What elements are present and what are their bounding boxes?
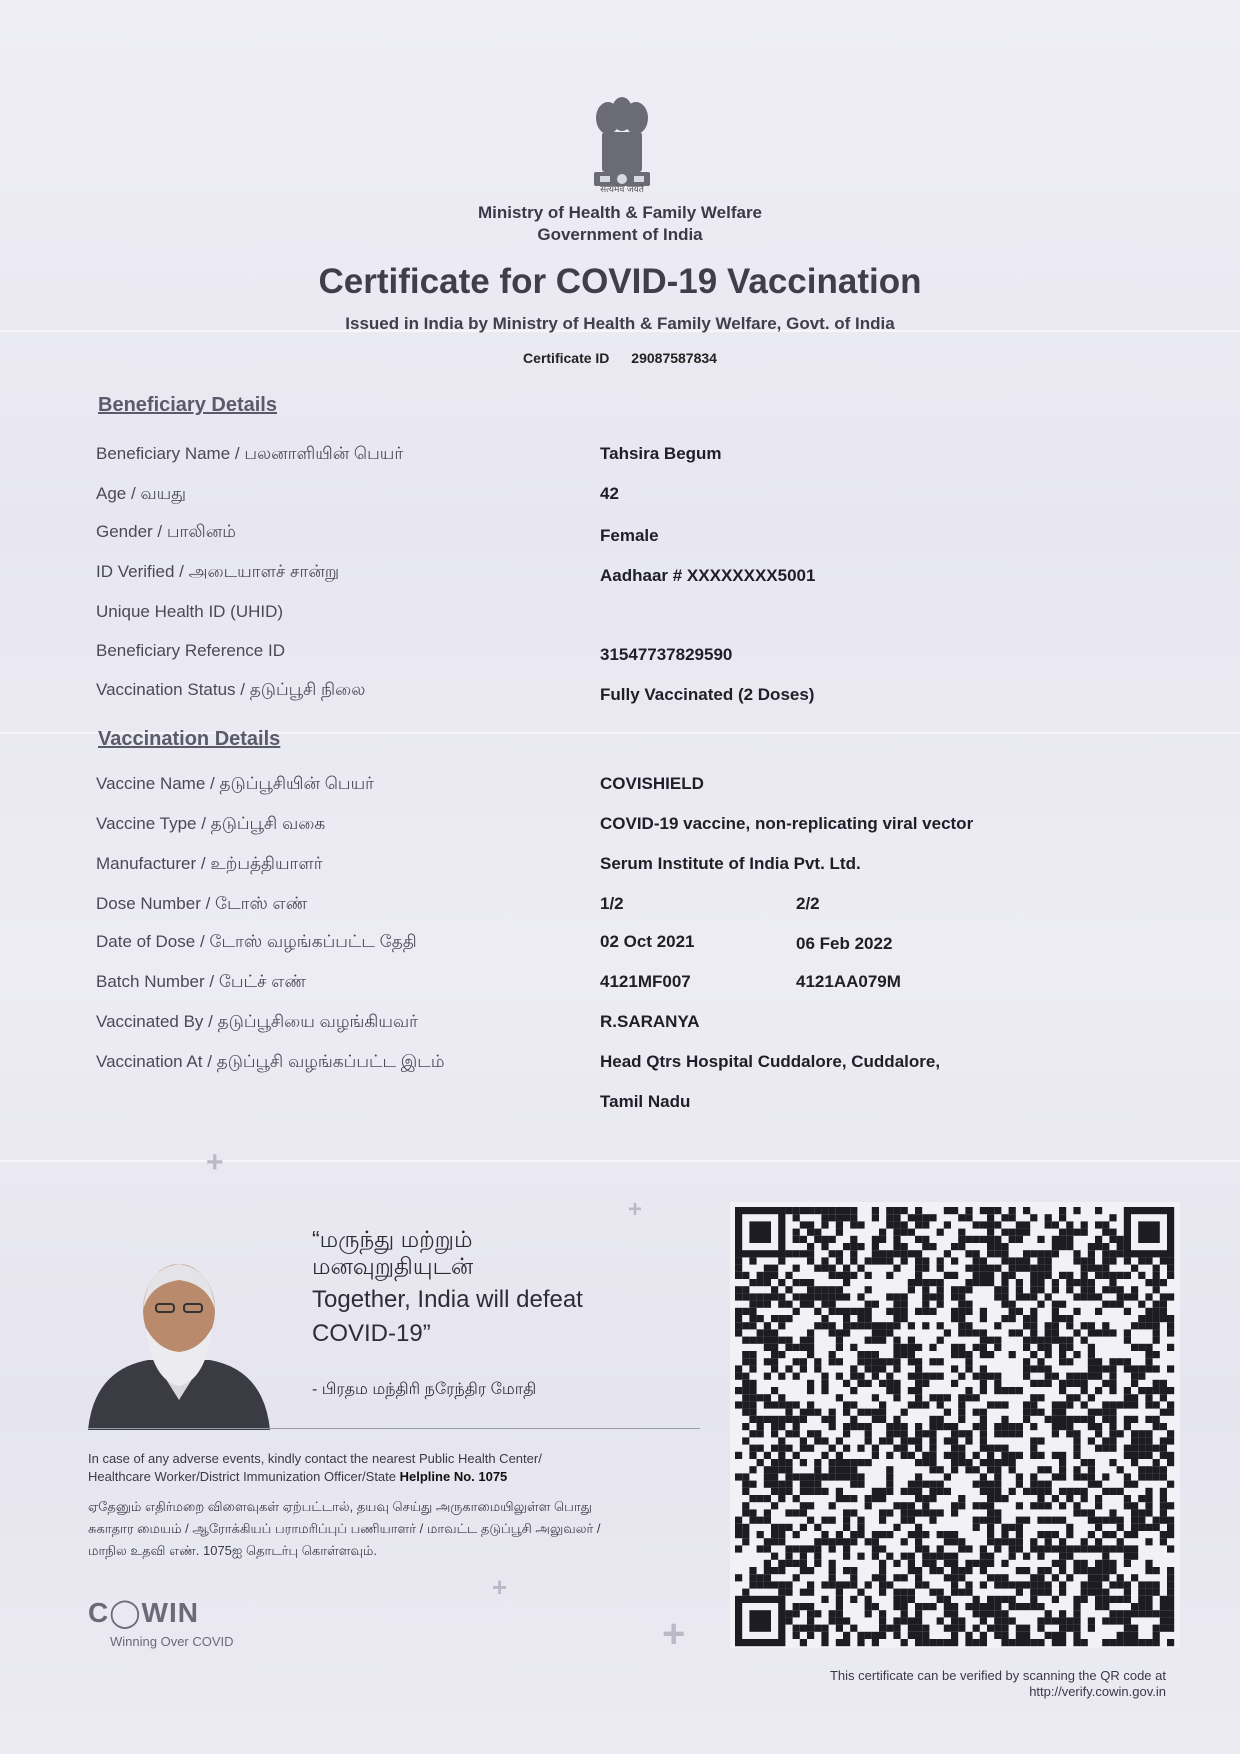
adverse-ta-line: மாநில உதவி எண். 1075ஐ தொடர்பு கொள்ளவும். — [88, 1543, 377, 1558]
field-label: Batch Number / பேட்ச் எண் — [96, 972, 307, 991]
field-value: Serum Institute of India Pvt. Ltd. — [600, 854, 861, 873]
beneficiary-row — [96, 444, 1096, 474]
adverse-en-line: In case of any adverse events, kindly contact the nearest Public Health Center/ — [88, 1451, 542, 1466]
decorative-plus: + — [662, 1612, 686, 1656]
ministry-line: Ministry of Health & Family Welfare — [477, 203, 763, 222]
dose2-value: 2/2 — [796, 894, 820, 913]
field-label: Beneficiary Name / பலனாளியின் பெயர் — [96, 444, 404, 463]
certificate-title: Certificate for COVID-19 Vaccination — [318, 262, 922, 301]
qr-code-icon — [730, 1202, 1180, 1648]
field-label: Beneficiary Reference ID — [96, 641, 285, 660]
certificate-id-label: Certificate ID — [523, 350, 610, 366]
beneficiary-row — [96, 680, 1096, 710]
quote-english-line1: Together, India will defeat — [312, 1286, 583, 1313]
footer-divider — [88, 1428, 700, 1429]
beneficiary-row — [96, 562, 1096, 592]
decorative-plus: + — [206, 1146, 224, 1179]
vaccination-row — [96, 774, 1096, 804]
field-label: Manufacturer / உற்பத்தியாளர் — [96, 854, 323, 873]
field-value-line2: Tamil Nadu — [600, 1092, 691, 1111]
helpline-number: Helpline No. 1075 — [399, 1469, 508, 1484]
field-value: Fully Vaccinated (2 Doses) — [600, 685, 815, 704]
field-value: Head Qtrs Hospital Cuddalore, Cuddalore, — [600, 1052, 941, 1071]
verification-note — [700, 1668, 1166, 1700]
certificate-subtitle: Issued in India by Ministry of Health & Family Welfare, Govt. of India — [345, 314, 895, 333]
field-label: Vaccination At / தடுப்பூசி வழங்கப்பட்ட இடம் — [96, 1052, 445, 1071]
vaccination-row — [96, 814, 1096, 844]
adverse-events-tamil — [88, 1496, 708, 1562]
beneficiary-row — [96, 641, 1096, 671]
adverse-en-text: Healthcare Worker/District Immunization Officer/State — [88, 1469, 397, 1484]
quote-tamil-line2: மனவுறுதியுடன் — [312, 1253, 474, 1279]
verify-url: http://verify.cowin.gov.in — [1029, 1684, 1166, 1699]
decorative-plus: + — [628, 1196, 643, 1223]
field-value: 31547737829590 — [600, 645, 733, 664]
vaccination-row — [96, 1052, 1096, 1122]
ministry-name — [400, 202, 840, 246]
certificate-id — [460, 350, 780, 366]
field-value: Aadhaar # XXXXXXXX5001 — [600, 566, 816, 585]
field-label: ID Verified / அடையாளச் சான்று — [96, 562, 340, 581]
dose2-date: 06 Feb 2022 — [796, 934, 893, 953]
vaccination-row — [96, 932, 1096, 962]
beneficiary-row — [96, 522, 1096, 552]
field-label: Date of Dose / டோஸ் வழங்கப்பட்ட தேதி — [96, 932, 417, 951]
field-label: Vaccine Type / தடுப்பூசி வகை — [96, 814, 326, 833]
field-value: 42 — [600, 484, 619, 503]
prime-minister-portrait — [88, 1250, 270, 1430]
adverse-events-english — [88, 1450, 708, 1486]
vaccination-row — [96, 894, 1096, 924]
field-label: Vaccination Status / தடுப்பூசி நிலை — [96, 680, 366, 699]
dose1-value: 1/2 — [600, 894, 624, 913]
field-label: Vaccine Name / தடுப்பூசியின் பெயர் — [96, 774, 375, 793]
paper-fold — [0, 1160, 1240, 1162]
dose2-batch: 4121AA079M — [796, 972, 901, 991]
decorative-plus: + — [492, 1572, 508, 1602]
vaccination-row — [96, 1012, 1096, 1042]
dose1-batch: 4121MF007 — [600, 972, 691, 991]
dose1-date: 02 Oct 2021 — [600, 932, 695, 951]
verify-text: This certificate can be verified by scanning the QR code at — [829, 1668, 1166, 1683]
adverse-ta-line: ஏதேனும் எதிர்மறை விளைவுகள் ஏற்பட்டால், தயவு செய்து அருகாமையிலுள்ள பொது — [88, 1499, 592, 1514]
adverse-ta-line: சுகாதார மையம் / ஆரோக்கியப் பராமரிப்புப் பணியாளர் / மாவட்ட தடுப்பூசி அலுவலர் / — [88, 1521, 601, 1536]
field-label: Vaccinated By / தடுப்பூசியை வழங்கியவர் — [96, 1012, 419, 1031]
certificate-id-value: 29087587834 — [631, 350, 717, 366]
field-value: COVID-19 vaccine, non-replicating viral vector — [600, 814, 974, 833]
pm-quote — [312, 1226, 712, 1350]
beneficiary-section-title: Beneficiary Details — [98, 394, 277, 416]
field-value: Tahsira Begum — [600, 444, 722, 463]
emblem-caption: सत्यमेव जयते — [600, 184, 644, 194]
field-value: Female — [600, 526, 659, 545]
field-value: R.SARANYA — [600, 1012, 700, 1031]
government-line: Government of India — [537, 225, 703, 244]
quote-attribution: - பிரதம மந்திரி நரேந்திர மோதி — [312, 1381, 537, 1398]
adverse-en-line — [88, 1468, 708, 1486]
vaccination-row — [96, 854, 1096, 884]
field-label: Dose Number / டோஸ் எண் — [96, 894, 308, 913]
field-label: Unique Health ID (UHID) — [96, 602, 284, 621]
cowin-tagline: Winning Over COVID — [110, 1634, 234, 1649]
quote-tamil-line1: “மருந்து மற்றும் — [312, 1226, 473, 1252]
field-value: COVISHIELD — [600, 774, 704, 793]
field-label: Age / வயது — [96, 484, 187, 503]
vaccination-row — [96, 972, 1096, 1002]
beneficiary-row — [96, 484, 1096, 514]
beneficiary-row — [96, 602, 1096, 632]
quote-english-line2: COVID-19” — [312, 1320, 431, 1347]
cowin-logo: C◯WIN — [88, 1597, 199, 1628]
vaccination-section-title: Vaccination Details — [98, 728, 281, 750]
field-label: Gender / பாலினம் — [96, 522, 236, 541]
